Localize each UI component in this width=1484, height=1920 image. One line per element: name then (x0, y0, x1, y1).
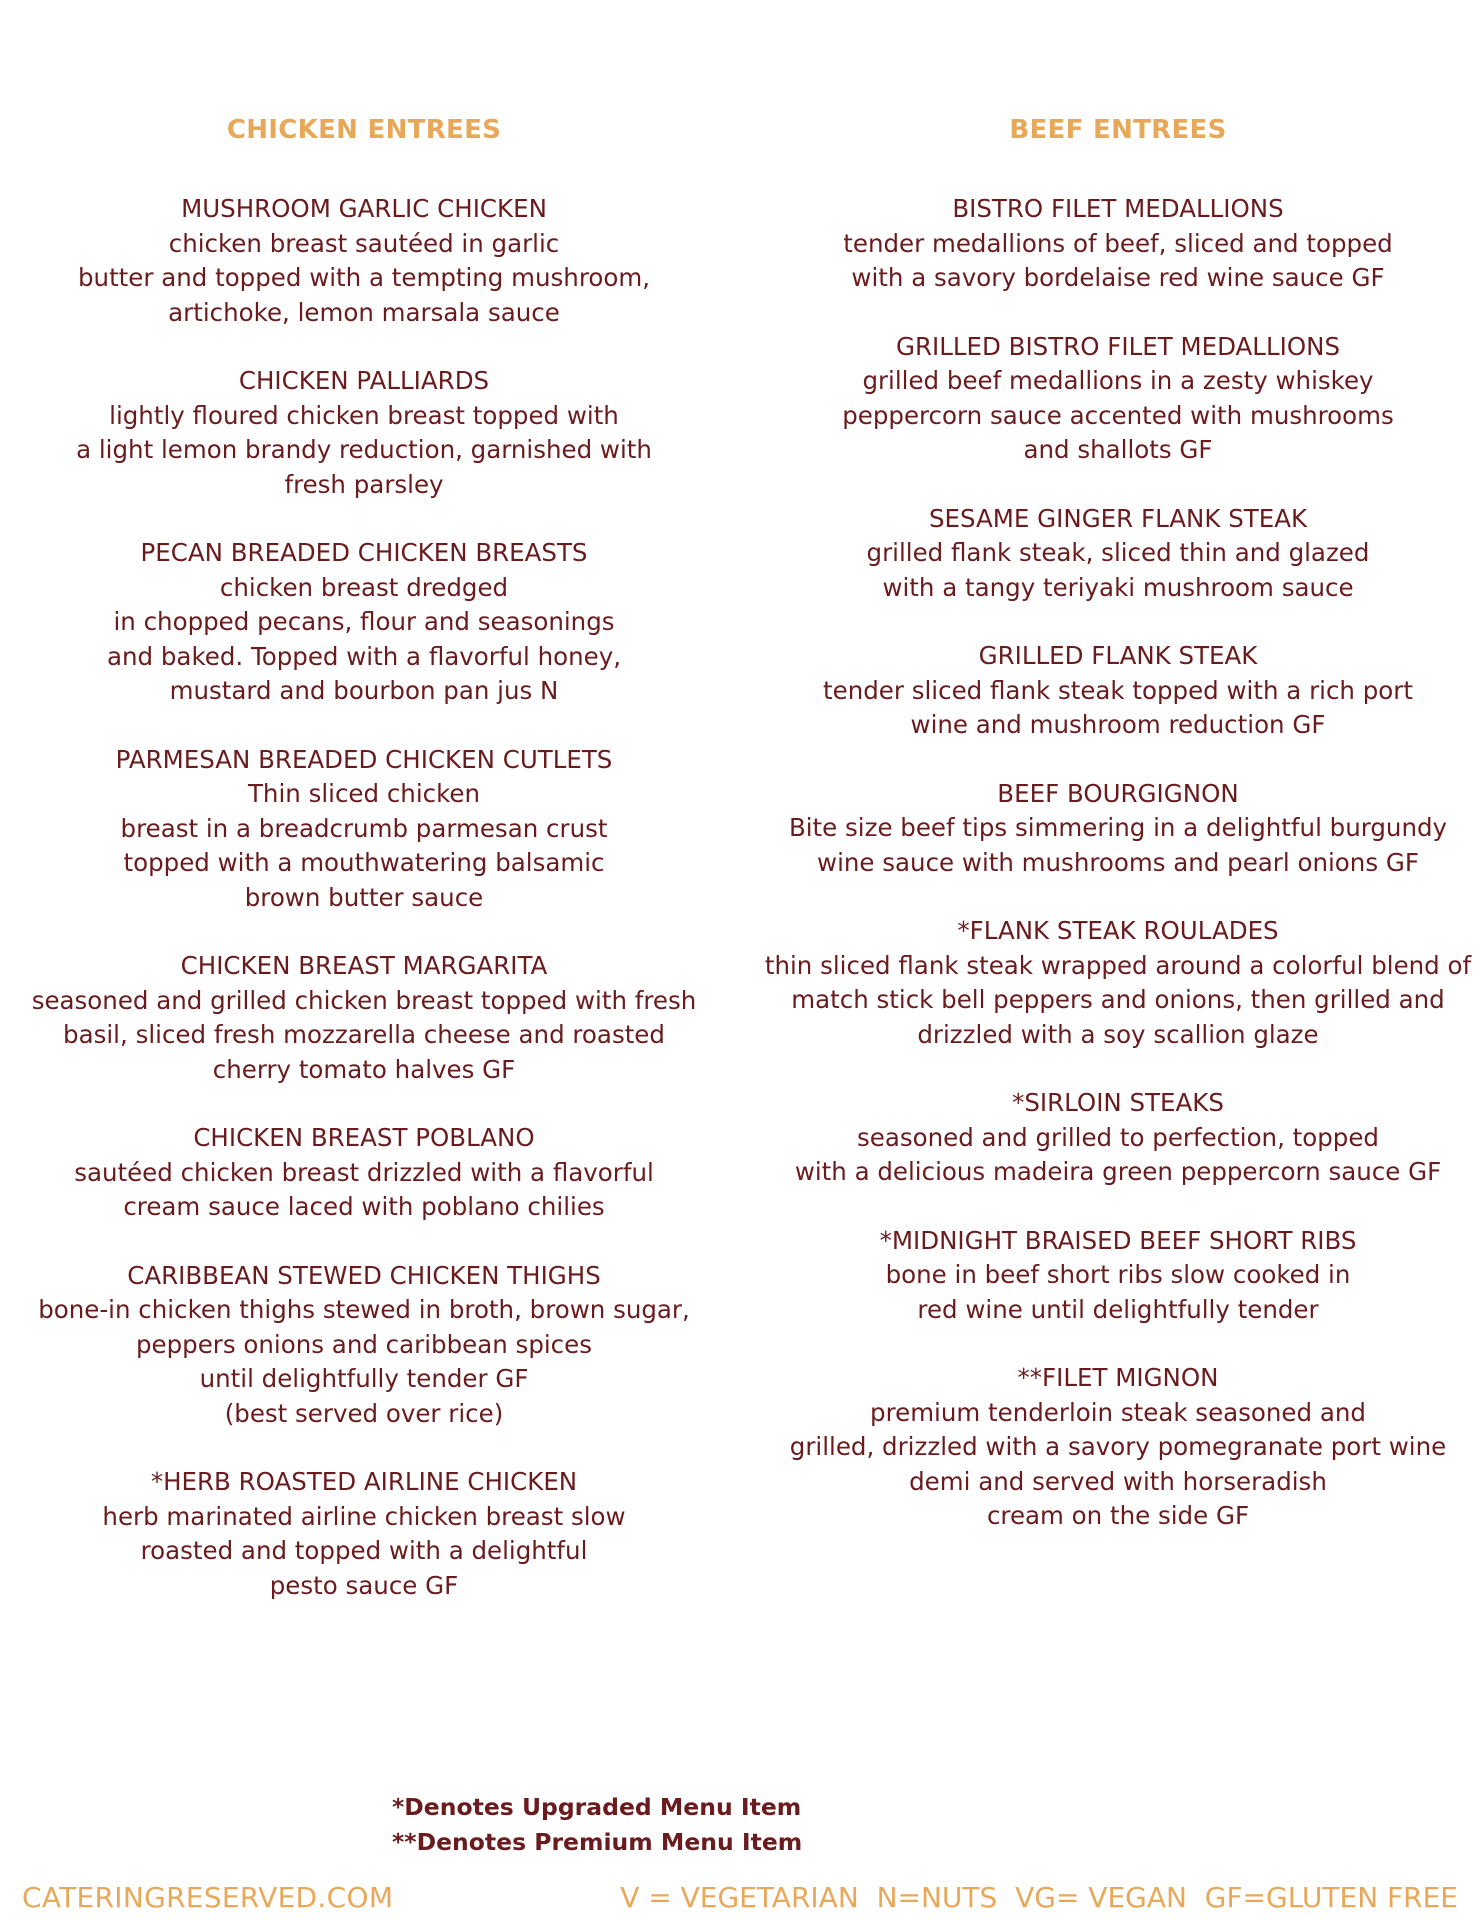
menu-item-description-line: cherry tomato halves GF (212, 1054, 516, 1084)
menu-item-description-line: grilled flank steak, sliced thin and glazed (866, 538, 1370, 567)
menu-item-description-line: cream on the side GF (986, 1501, 1250, 1530)
upgraded-item-note: *Denotes Upgraded Menu Item (392, 1793, 802, 1821)
menu-item-description-line: chicken breast dredged (219, 572, 509, 602)
menu-item-description-line: cream sauce laced with poblano chilies (123, 1192, 605, 1221)
menu-item-description-line: brown butter sauce (244, 882, 484, 912)
menu-item-name: *FLANK STEAK ROULADES (957, 916, 1279, 945)
menu-item (20, 1465, 708, 1603)
menu-item-description-line: seasoned and grilled to perfection, topped (857, 1122, 1379, 1152)
menu-notes (392, 1790, 802, 1859)
menu-item-description-line: mustard and bourbon pan jus N (169, 676, 559, 705)
chicken-entrees-column (20, 112, 708, 1637)
menu-item-description-line: breast in a breadcrumb parmesan crust (120, 813, 608, 843)
menu-item-name: SESAME GINGER FLANK STEAK (928, 503, 1308, 533)
menu-item-name: MUSHROOM GARLIC CHICKEN (181, 194, 547, 223)
menu-item (20, 192, 708, 330)
beef-entrees-heading: BEEF ENTREES (1009, 115, 1227, 145)
menu-item (20, 1259, 708, 1432)
menu-item-description-line: Thin sliced chicken (247, 779, 481, 808)
menu-item-description-line: peppercorn sauce accented with mushrooms (842, 400, 1394, 430)
beef-entrees-column (760, 112, 1476, 1568)
menu-item (760, 1361, 1476, 1534)
menu-item-description-line: grilled, drizzled with a savory pomegranate port wine (789, 1432, 1447, 1461)
menu-item (760, 639, 1476, 743)
menu-item-name: CHICKEN BREAST POBLANO (193, 1123, 535, 1152)
menu-item-description-line: herb marinated airline chicken breast slow (102, 1501, 626, 1531)
menu-item-description-line: bone-in chicken thighs stewed in broth, brown sugar, (38, 1295, 690, 1324)
menu-item-description-line: Bite size beef tips simmering in a delightful burgundy (788, 813, 1448, 842)
menu-item-description-line: with a tangy teriyaki mushroom sauce (882, 572, 1354, 602)
menu-item-name: GRILLED FLANK STEAK (978, 641, 1258, 670)
menu-item-description-line: with a delicious madeira green peppercorn sauce GF (794, 1157, 1442, 1186)
website-link[interactable]: CATERINGRESERVED.COM (22, 1881, 394, 1914)
menu-item-description-line: tender sliced flank steak topped with a rich port (823, 675, 1413, 705)
menu-item (760, 1086, 1476, 1190)
menu-item-description-line: fresh parsley (284, 469, 444, 499)
menu-item-description-line: wine and mushroom reduction GF (910, 710, 1326, 739)
footer (0, 1880, 1484, 1920)
beef-entrees-list (760, 192, 1476, 1534)
menu-item (760, 1224, 1476, 1328)
chicken-entrees-heading: CHICKEN ENTREES (226, 115, 502, 145)
menu-item-name: GRILLED BISTRO FILET MEDALLIONS (895, 331, 1340, 361)
menu-item-description-line: bone in beef short ribs slow cooked in (885, 1260, 1351, 1289)
menu-item-description-line: sautéed chicken breast drizzled with a flavorful (74, 1157, 654, 1187)
menu-item-description-line: seasoned and grilled chicken breast topped with fresh (31, 985, 697, 1015)
menu-item-name: *SIRLOIN STEAKS (1012, 1088, 1224, 1117)
menu-item (760, 777, 1476, 881)
menu-item-description-line: wine sauce with mushrooms and pearl onions GF (817, 847, 1419, 877)
menu-item-description-line: lightly floured chicken breast topped with (109, 400, 619, 430)
menu-item-name: BEEF BOURGIGNON (997, 778, 1239, 808)
menu-item (760, 914, 1476, 1052)
menu-item-description-line: pesto sauce GF (269, 1570, 459, 1600)
menu-item-description-line: thin sliced flank steak wrapped around a colorful blend of (764, 950, 1472, 980)
menu-item-description-line: tender medallions of beef, sliced and topped (843, 228, 1393, 258)
menu-item-description-line: topped with a mouthwatering balsamic (123, 848, 605, 877)
menu-item-description-line: drizzled with a soy scallion glaze (917, 1019, 1319, 1049)
menu-item-description-line: and baked. Topped with a flavorful honey, (107, 641, 621, 671)
menu-item-name: PARMESAN BREADED CHICKEN CUTLETS (115, 744, 613, 774)
menu-item-description-line: (best served over rice) (224, 1398, 504, 1428)
menu-item-name: CARIBBEAN STEWED CHICKEN THIGHS (127, 1260, 601, 1290)
menu-item-description-line: peppers onions and caribbean spices (135, 1329, 592, 1359)
menu-item-description-line: a light lemon brandy reduction, garnished with (76, 435, 652, 464)
menu-item-description-line: premium tenderloin steak seasoned and (870, 1397, 1366, 1427)
dietary-legend: V = VEGETARIAN N=NUTS VG= VEGAN GF=GLUTEN FREE (620, 1881, 1458, 1914)
menu-item (760, 330, 1476, 468)
menu-item-description-line: until delightfully tender GF (199, 1364, 529, 1393)
menu-item-description-line: artichoke, lemon marsala sauce (168, 297, 560, 327)
menu-item-name: CHICKEN PALLIARDS (238, 366, 490, 395)
menu-item-description-line: in chopped pecans, flour and seasonings (113, 607, 615, 636)
menu-item-description-line: with a savory bordelaise red wine sauce GF (851, 263, 1385, 292)
menu-item-name: *MIDNIGHT BRAISED BEEF SHORT RIBS (879, 1225, 1357, 1255)
menu-item-description-line: red wine until delightfully tender (917, 1294, 1319, 1324)
menu-item-name: PECAN BREADED CHICKEN BREASTS (140, 538, 588, 567)
menu-item-description-line: demi and served with horseradish (909, 1466, 1327, 1496)
menu-item (20, 536, 708, 709)
menu-item-description-line: chicken breast sautéed in garlic (168, 228, 560, 258)
menu-item-name: BISTRO FILET MEDALLIONS (952, 194, 1284, 223)
menu-item (20, 1121, 708, 1225)
menu-item (20, 364, 708, 502)
menu-item (760, 192, 1476, 296)
menu-item (20, 743, 708, 916)
menu-item-description-line: roasted and topped with a delightful (140, 1536, 588, 1565)
menu-item-description-line: basil, sliced fresh mozzarella cheese and roasted (63, 1020, 665, 1049)
chicken-entrees-list (20, 192, 708, 1603)
menu-item-description-line: grilled beef medallions in a zesty whiskey (862, 366, 1374, 395)
menu-item-description-line: and shallots GF (1023, 435, 1213, 464)
menu-item-name: CHICKEN BREAST MARGARITA (180, 951, 548, 980)
menu-item-name: *HERB ROASTED AIRLINE CHICKEN (150, 1467, 578, 1496)
menu-item-name: **FILET MIGNON (1017, 1363, 1219, 1392)
menu-item-description-line: butter and topped with a tempting mushroom, (77, 263, 651, 292)
menu-item (20, 949, 708, 1087)
menu-item-description-line: match stick bell peppers and onions, then grilled and (791, 985, 1445, 1014)
menu-item (760, 502, 1476, 606)
premium-item-note: **Denotes Premium Menu Item (392, 1827, 803, 1856)
